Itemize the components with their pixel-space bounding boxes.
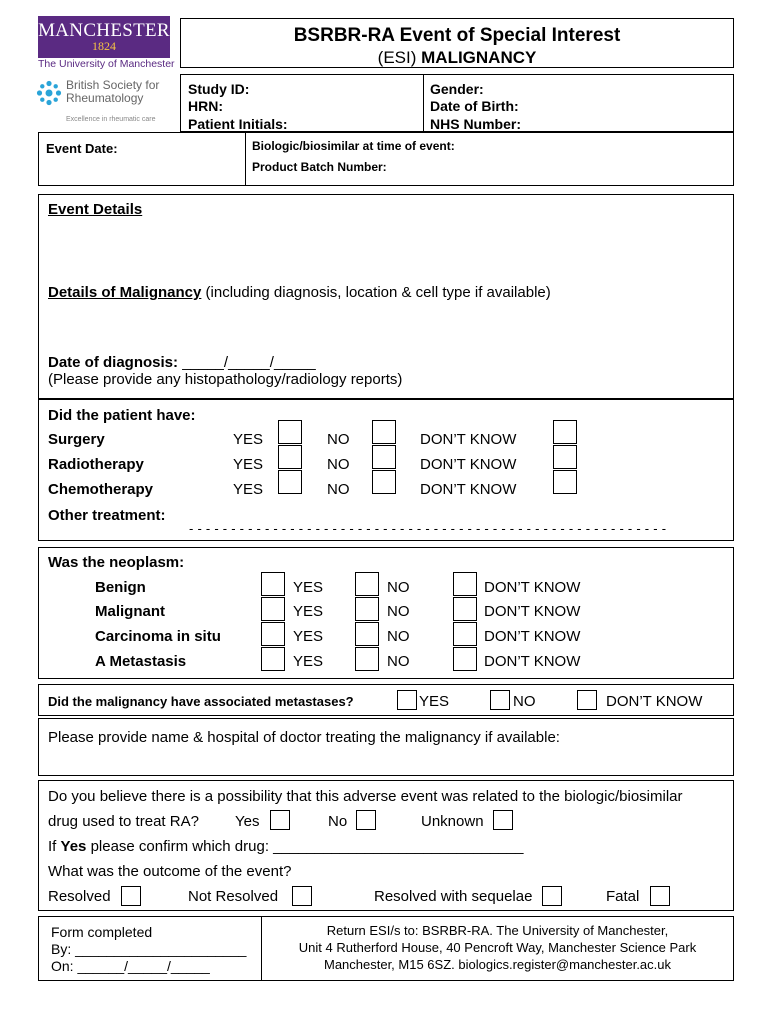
malignant-no-checkbox[interactable] (355, 597, 379, 621)
no-label: NO (387, 653, 410, 670)
no-label: NO (513, 693, 536, 710)
dob-label: Date of Birth: (430, 98, 519, 114)
related-question-line2: drug used to treat RA? (48, 813, 199, 830)
gender-label: Gender: (430, 81, 484, 97)
dont-know-label: DON’T KNOW (606, 693, 703, 710)
nhs-number-label: NHS Number: (430, 116, 522, 132)
resolved-label: Resolved (48, 888, 111, 905)
neoplasm-row-label: A Metastasis (95, 653, 187, 670)
treatment-box (38, 399, 734, 541)
no-label: NO (387, 603, 410, 620)
sequelae-label: Resolved with sequelae (374, 888, 533, 905)
yes-label: YES (293, 603, 324, 620)
yes-label: YES (233, 431, 264, 448)
treatment-row-label: Surgery (48, 431, 105, 448)
related-unknown-label: Unknown (421, 813, 484, 830)
doctor-box (38, 718, 734, 776)
dont-know-label: DON’T KNOW (484, 603, 581, 620)
metastases-no-checkbox[interactable] (490, 690, 510, 710)
radiotherapy-yes-checkbox[interactable] (278, 445, 302, 469)
treatment-row-label: Radiotherapy (48, 456, 144, 473)
metastasis-dont-know-checkbox[interactable] (453, 647, 477, 671)
form-completed-label: Form completed (51, 924, 153, 940)
neoplasm-row-label: Malignant (95, 603, 165, 620)
dont-know-label: DON’T KNOW (420, 431, 517, 448)
confirm-rest[interactable]: please confirm which drug: ______________________________ (90, 838, 524, 855)
not-resolved-checkbox[interactable] (292, 886, 312, 906)
not-resolved-label: Not Resolved (188, 888, 279, 905)
surgery-dont-know-checkbox[interactable] (553, 420, 577, 444)
yes-label: YES (293, 653, 324, 670)
chemotherapy-no-checkbox[interactable] (372, 470, 396, 494)
yes-label: YES (233, 456, 264, 473)
related-no-checkbox[interactable] (356, 810, 376, 830)
confirm-prefix: If (48, 838, 57, 855)
surgery-yes-checkbox[interactable] (278, 420, 302, 444)
uom-logo-name: MANCHESTER (38, 20, 170, 41)
title-box (180, 18, 734, 68)
no-label: NO (387, 579, 410, 596)
diagnosis-label: Date of diagnosis: (48, 354, 179, 371)
bsr-line1: British Society for (66, 78, 160, 92)
page-subtitle (181, 48, 733, 68)
no-label: NO (387, 628, 410, 645)
related-yes-label: Yes (235, 813, 260, 830)
radiotherapy-no-checkbox[interactable] (372, 445, 396, 469)
yes-label: YES (419, 693, 450, 710)
doctor-prompt: Please provide name & hospital of doctor treating the malignancy if available: (48, 729, 560, 746)
completed-on-field[interactable]: On: ______/_____/_____ (51, 958, 210, 974)
event-divider (245, 133, 246, 185)
related-unknown-checkbox[interactable] (493, 810, 513, 830)
return-address-line3: Manchester, M15 6SZ. biologics.register@manchester.ac.uk (323, 957, 672, 972)
carcinoma-yes-checkbox[interactable] (261, 622, 285, 646)
completed-by-field[interactable]: By: ______________________ (51, 941, 247, 957)
page-title: BSRBR-RA Event of Special Interest (293, 25, 621, 46)
neoplasm-row-label: Carcinoma in situ (95, 628, 221, 645)
related-yes-checkbox[interactable] (270, 810, 290, 830)
study-id-label: Study ID: (188, 81, 250, 97)
benign-dont-know-checkbox[interactable] (453, 572, 477, 596)
malignancy-details-label: Details of Malignancy (48, 284, 202, 301)
malignant-yes-checkbox[interactable] (261, 597, 285, 621)
patient-initials-label: Patient Initials: (188, 116, 288, 132)
no-label: NO (327, 431, 350, 448)
radiotherapy-dont-know-checkbox[interactable] (553, 445, 577, 469)
benign-yes-checkbox[interactable] (261, 572, 285, 596)
diagnosis-note: (Please provide any histopathology/radiology reports) (48, 371, 403, 388)
bsr-logo-text (66, 79, 159, 105)
metastases-dont-know-checkbox[interactable] (577, 690, 597, 710)
malignancy-details-hint: (including diagnosis, location & cell type if available) (205, 284, 551, 301)
benign-no-checkbox[interactable] (355, 572, 379, 596)
confirm-drug (48, 838, 523, 855)
uom-subtitle: The University of Manchester (38, 58, 175, 70)
dont-know-label: DON’T KNOW (420, 456, 517, 473)
outcome-question: What was the outcome of the event? (48, 863, 292, 880)
subtitle-malignancy: MALIGNANCY (421, 48, 537, 67)
uom-logo-year: 1824 (92, 39, 116, 53)
footer-box (38, 916, 734, 981)
dont-know-label: DON’T KNOW (484, 628, 581, 645)
other-treatment-label: Other treatment: (48, 507, 166, 524)
resolved-checkbox[interactable] (121, 886, 141, 906)
neoplasm-box (38, 547, 734, 679)
carcinoma-dont-know-checkbox[interactable] (453, 622, 477, 646)
dont-know-label: DON’T KNOW (484, 579, 581, 596)
event-details-box (38, 194, 734, 399)
metastases-yes-checkbox[interactable] (397, 690, 417, 710)
treatment-question: Did the patient have: (48, 407, 196, 424)
dont-know-label: DON’T KNOW (420, 481, 517, 498)
patient-divider (423, 75, 424, 131)
patient-info-box (180, 74, 734, 132)
metastasis-yes-checkbox[interactable] (261, 647, 285, 671)
yes-label: YES (293, 579, 324, 596)
malignancy-details (48, 284, 551, 301)
subtitle-prefix: (ESI) (377, 48, 417, 67)
chemotherapy-dont-know-checkbox[interactable] (553, 470, 577, 494)
yes-label: YES (233, 481, 264, 498)
return-address-line2: Unit 4 Rutherford House, 40 Pencroft Way, Manchester Science Park (298, 940, 697, 955)
return-address-line1: Return ESI/s to: BSRBR-RA. The University of Manchester, (326, 923, 669, 938)
date-of-diagnosis (48, 354, 316, 371)
carcinoma-no-checkbox[interactable] (355, 622, 379, 646)
event-details-heading: Event Details (48, 201, 143, 218)
bsr-tagline: Excellence in rheumatic care (66, 116, 156, 123)
yes-label: YES (293, 628, 324, 645)
treatment-row-label: Chemotherapy (48, 481, 154, 498)
related-no-label: No (328, 813, 348, 830)
fatal-label: Fatal (606, 888, 640, 905)
neoplasm-question: Was the neoplasm: (48, 554, 185, 571)
batch-number-label: Product Batch Number: (252, 160, 387, 174)
no-label: NO (327, 481, 350, 498)
metastases-box (38, 684, 734, 716)
malignant-dont-know-checkbox[interactable] (453, 597, 477, 621)
chemotherapy-yes-checkbox[interactable] (278, 470, 302, 494)
university-of-manchester-logo (38, 16, 170, 58)
biologic-label: Biologic/biosimilar at time of event: (252, 139, 455, 153)
bsr-logo-icon (36, 80, 62, 106)
event-date-label: Event Date: (46, 141, 118, 156)
event-date-box (38, 132, 734, 186)
surgery-no-checkbox[interactable] (372, 420, 396, 444)
related-box (38, 780, 734, 911)
bsr-line2: Rheumatology (66, 91, 144, 105)
fatal-checkbox[interactable] (650, 886, 670, 906)
diagnosis-blank[interactable]: _____/_____/_____ (182, 354, 316, 371)
sequelae-checkbox[interactable] (542, 886, 562, 906)
neoplasm-row-label: Benign (95, 579, 146, 596)
other-treatment-line[interactable]: - - - - - - - - - - - - - - - - - - - - - - - - - - - - - - - - - - - - - - - - - - - - - - - - - - - - - - - - - (189, 521, 667, 536)
related-question-line1: Do you believe there is a possibility that this adverse event was related to the biologic/biosimilar (48, 788, 683, 805)
confirm-yes: Yes (60, 838, 87, 855)
metastasis-no-checkbox[interactable] (355, 647, 379, 671)
no-label: NO (327, 456, 350, 473)
metastases-question: Did the malignancy have associated metastases? (48, 694, 354, 709)
dont-know-label: DON’T KNOW (484, 653, 581, 670)
hrn-label: HRN: (188, 98, 223, 114)
